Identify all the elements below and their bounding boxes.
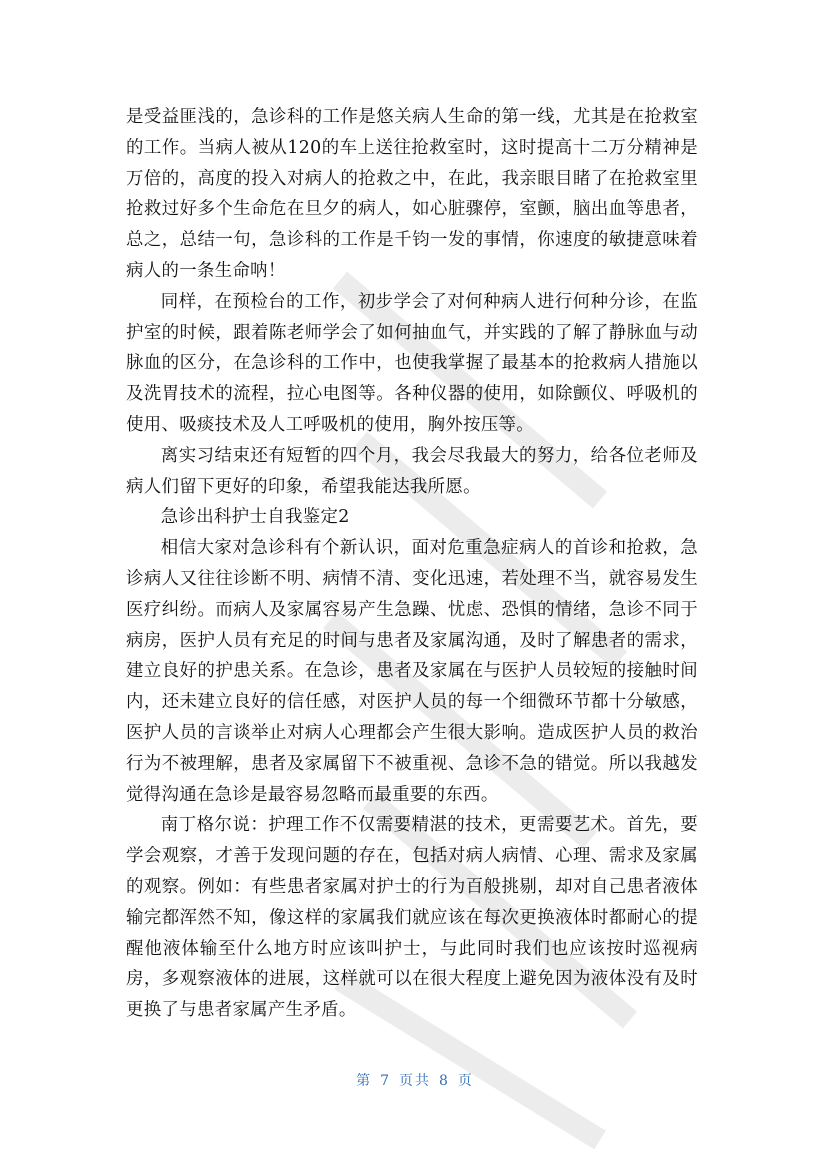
- section-heading: 急诊出科护士自我鉴定2: [160, 507, 350, 528]
- footer-current-page: 7: [380, 1073, 391, 1089]
- page-footer: [0, 1070, 830, 1090]
- footer-total-pages: 8: [439, 1073, 450, 1089]
- paragraph-5: 南丁格尔说：护理工作不仅需要精湛的技术，更需要艺术。首先，要学会观察，才善于发现问题的存在，包括对病人病情、心理、需求及家属的观察。例如：有些患者家属对护士的行为百般挑剔，却对自己患者液体输完都浑然不知，像这样的家属我们就应该在每次更换液体时都耐心的提醒他液体输至什么地方时应该叫护士，与此同时我们也应该按时巡视病房，多观察液体的进展，这样就可以在很大程度上避免因为液体没有及时更换了与患者家属产生矛盾。: [126, 815, 698, 1021]
- footer-middle: 页共: [399, 1073, 431, 1089]
- paragraph-3: 离实习结束还有短暂的四个月，我会尽我最大的努力，给各位老师及病人们留下更好的印象，希望我能达我所愿。: [126, 445, 698, 497]
- document-body: [126, 102, 698, 1026]
- paragraph-1: 是受益匪浅的，急诊科的工作是悠关病人生命的第一线，尤其是在抢救室的工作。当病人被从120的车上送往抢救室时，这时提高十二万分精神是万倍的，高度的投入对病人的抢救之中，在此，我亲眼目睹了在抢救室里抢救过好多个生命危在旦夕的病人，如心脏骤停，室颤，脑出血等患者，总之，总结一句，急诊科的工作是千钧一发的事情，你速度的敏捷意味着病人的一条生命呐！: [126, 107, 698, 281]
- footer-suffix: 页: [457, 1073, 474, 1089]
- paragraph-4: 相信大家对急诊科有个新认识，面对危重急症病人的首诊和抢救，急诊病人又往往诊断不明、病情不清、变化迅速，若处理不当，就容易发生医疗纠纷。而病人及家属容易产生急躁、忧虑、恐惧的情绪，急诊不同于病房，医护人员有充足的时间与患者及家属沟通，及时了解患者的需求，建立良好的护患关系。在急诊，患者及家属在与医护人员较短的接触时间内，还未建立良好的信任感，对医护人员的每一个细微环节都十分敏感，医护人员的言谈举止对病人心理都会产生很大影响。造成医护人员的救治行为不被理解，患者及家属留下不被重视、急诊不急的错觉。所以我越发觉得沟通在急诊是最容易忽略而最重要的东西。: [126, 538, 698, 805]
- paragraph-2: 同样，在预检台的工作，初步学会了对何种病人进行何种分诊，在监护室的时候，跟着陈老师学会了如何抽血气，并实践的了解了静脉血与动脉血的区分，在急诊科的工作中，也使我掌握了最基本的抢救病人措施以及洗胃技术的流程，拉心电图等。各种仪器的使用，如除颤仪、呼吸机的使用、吸痰技术及人工呼吸机的使用，胸外按压等。: [126, 291, 698, 435]
- footer-prefix: 第: [356, 1073, 373, 1089]
